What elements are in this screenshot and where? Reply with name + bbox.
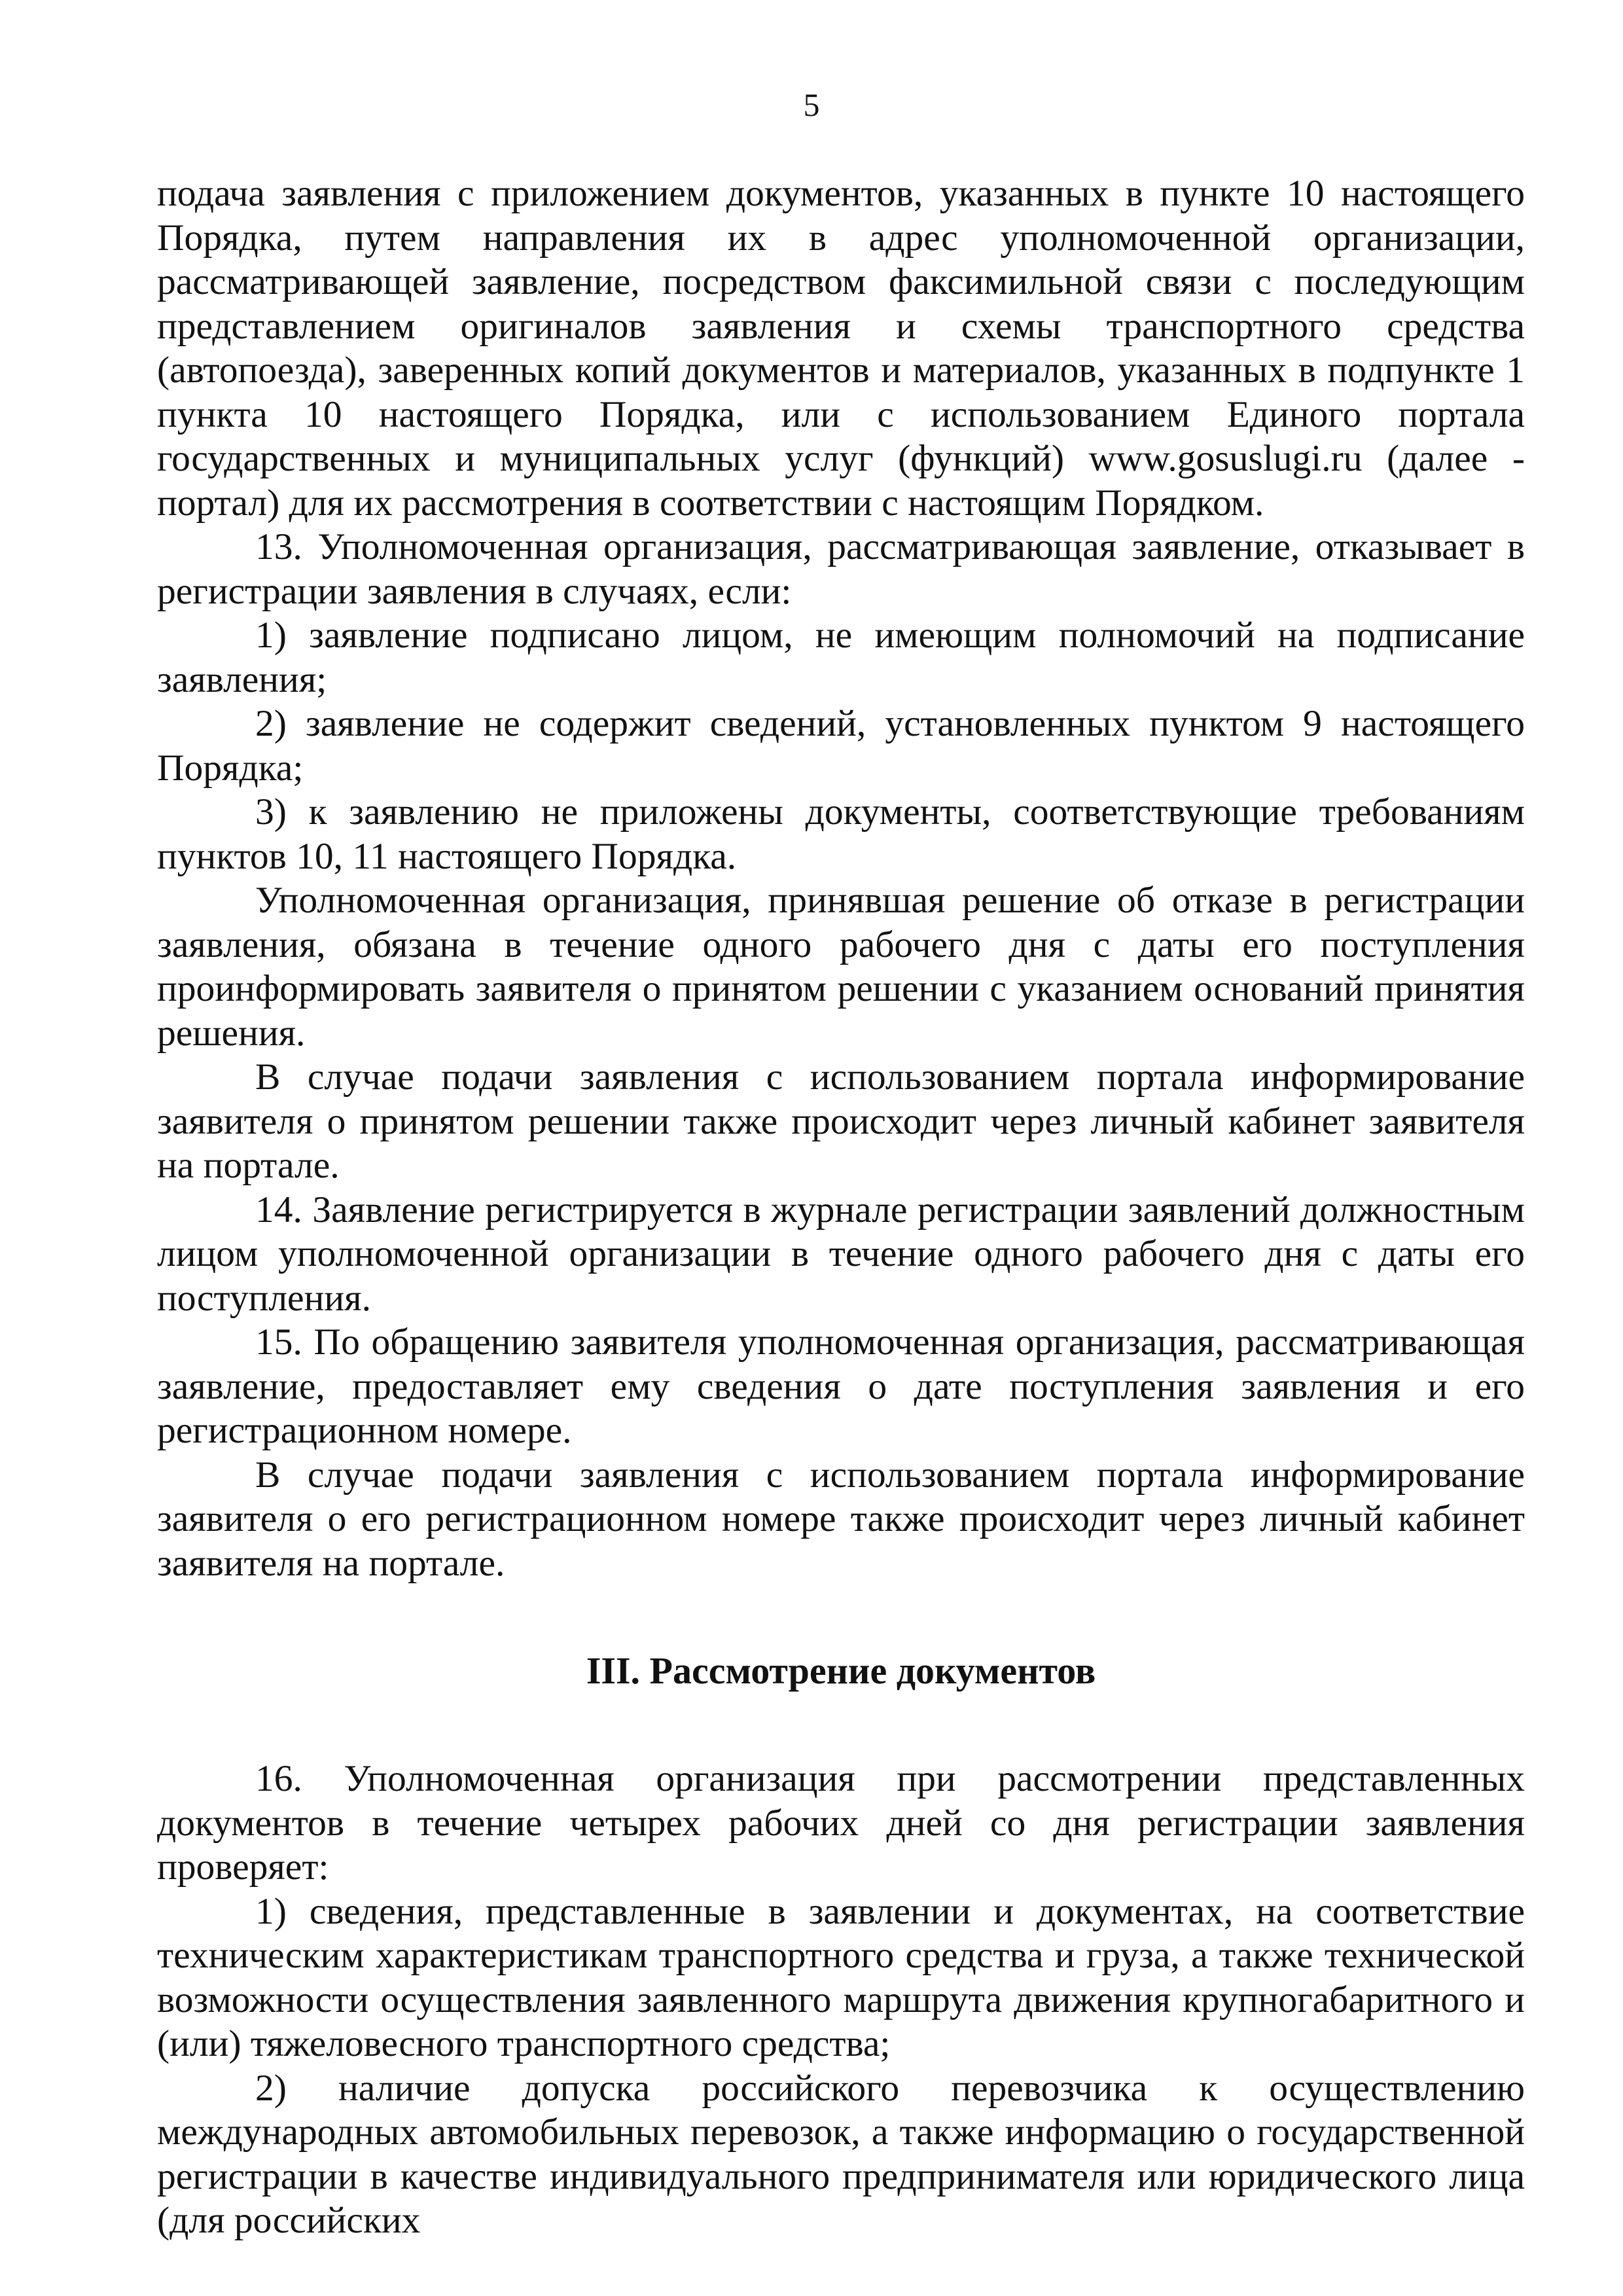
- document-body: [157, 171, 1525, 2243]
- paragraph-13: 13. Уполномоченная организация, рассматривающая заявление, отказывает в регистрации заявления в случаях, если:: [157, 526, 1525, 612]
- paragraph-portal-registration: В случае подачи заявления с использованием портала информирование заявителя о его регистрационном номере также происходит через личный кабинет заявителя на портале.: [157, 1454, 1525, 1584]
- section-heading: III. Рассмотрение документов: [586, 1649, 1096, 1692]
- paragraph-16-item-2: 2) наличие допуска российского перевозчика к осуществлению международных автомобильных перевозок, а также информацию о государственной регистрации в качестве индивидуального предпринимателя или юридического лица (для российских: [157, 2067, 1525, 2241]
- paragraph-13-item-3: 3) к заявлению не приложены документы, соответствующие требованиям пунктов 10, 11 настоящего Порядка.: [157, 791, 1525, 877]
- paragraph-portal-decision: В случае подачи заявления с использованием портала информирование заявителя о принятом решении также происходит через личный кабинет заявителя на портале.: [157, 1056, 1525, 1186]
- paragraph-14: 14. Заявление регистрируется в журнале регистрации заявлений должностным лицом уполномоченной организации в течение одного рабочего дня с даты его поступления.: [157, 1189, 1525, 1319]
- paragraph-13-item-2: 2) заявление не содержит сведений, установленных пунктом 9 настоящего Порядка;: [157, 703, 1525, 789]
- paragraph-13-item-1: 1) заявление подписано лицом, не имеющим полномочий на подписание заявления;: [157, 615, 1525, 700]
- page-number: 5: [803, 86, 820, 123]
- paragraph-15: 15. По обращению заявителя уполномоченная организация, рассматривающая заявление, предоставляет ему сведения о дате поступления заявления и его регистрационном номере.: [157, 1321, 1525, 1451]
- paragraph-16-item-1: 1) сведения, представленные в заявлении и документах, на соответствие техническим характеристикам транспортного средства и груза, а также технической возможности осуществления заявленного маршрута движения крупногабаритного и (или) тяжеловесного транспортного средства;: [157, 1890, 1525, 2064]
- paragraph-submission-methods: подача заявления с приложением документов, указанных в пункте 10 настоящего Порядка, путем направления их в адрес уполномоченной организации, рассматривающей заявление, посредством факсимильной связи с последующим представлением оригиналов заявления и схемы транспортного средства (автопоезда), заверенных копий документов и материалов, указанных в подпункте 1 пункта 10 настоящего Порядка, или с использованием Единого портала государственных и муниципальных услуг (функций) www.gosuslugi.ru (далее - портал) для их рассмотрения в соответствии с настоящим Порядком.: [157, 173, 1525, 524]
- paragraph-16: 16. Уполномоченная организация при рассмотрении представленных документов в течение четырех рабочих дней со дня регистрации заявления проверяет:: [157, 1758, 1525, 1888]
- paragraph-refusal-notice: Уполномоченная организация, принявшая решение об отказе в регистрации заявления, обязана в течение одного рабочего дня с даты его поступления проинформировать заявителя о принятом решении с указанием оснований принятия решения.: [157, 880, 1525, 1054]
